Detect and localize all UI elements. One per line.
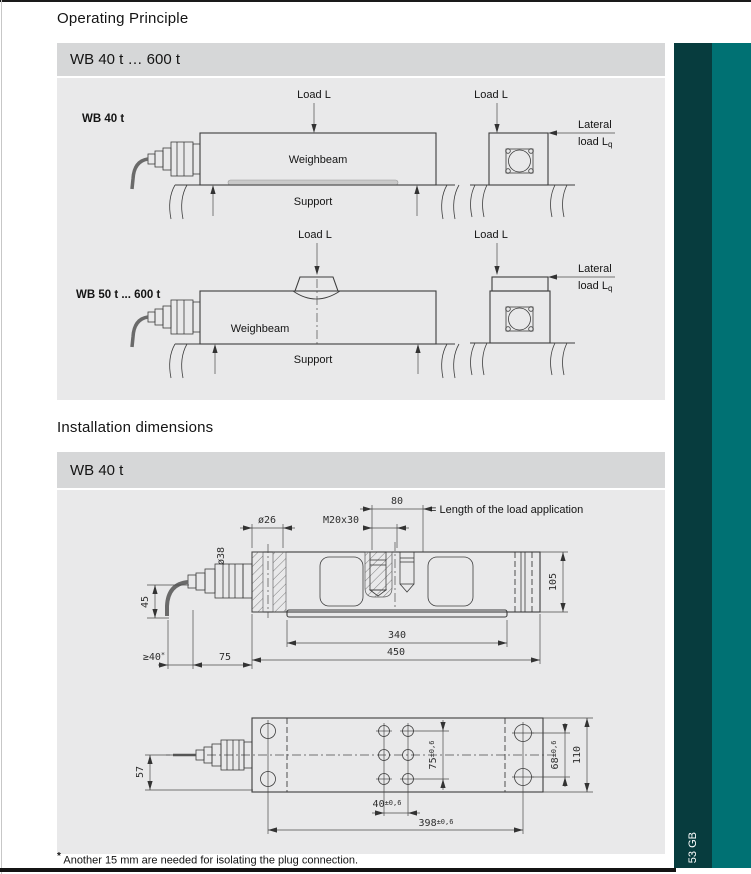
- cable-connector: [132, 300, 200, 347]
- side-tab-label: 53 GB: [687, 831, 699, 863]
- wb40-side-view: [82, 89, 459, 219]
- document-side-tab: [674, 43, 751, 868]
- cable-connector: [167, 564, 252, 616]
- side-tab-dark-strip: [674, 43, 712, 868]
- lateral-load-label2: load Lq: [578, 136, 613, 149]
- support-label: Support: [293, 196, 333, 208]
- operating-principle-panel: [57, 43, 665, 400]
- load-l-label: Load L: [298, 229, 332, 241]
- dim-68tol-label: $68^{\pm 0,6}$: [550, 740, 561, 770]
- dim-57-label: 57: [135, 765, 146, 779]
- pocket-left: [320, 557, 363, 606]
- dim-26-label: ø26: [257, 515, 277, 526]
- section-title-installation: Installation dimensions: [57, 419, 214, 436]
- wb40-label: WB 40 t: [82, 113, 125, 125]
- dim-105-label: 105: [548, 572, 559, 592]
- cable-connector: [132, 142, 200, 189]
- section-title-operating: Operating Principle: [57, 10, 189, 27]
- footnote-asterisk: *: [57, 851, 61, 862]
- dim-340-label: 340: [387, 630, 407, 641]
- dim-38-label: ø38: [216, 546, 227, 566]
- dim-110-label: 110: [572, 745, 583, 765]
- load-cap: [492, 277, 548, 291]
- load-l-label: Load L: [297, 89, 331, 101]
- load-application-note: = Length of the load application: [430, 504, 584, 516]
- pocket-right: [428, 557, 473, 606]
- panel-header-wb40: WB 40 t: [57, 452, 665, 488]
- wb40-installation-side-view: [140, 496, 583, 669]
- lateral-load-label: Lateral: [578, 119, 612, 131]
- dim-80-label: 80: [390, 496, 404, 507]
- panel-header-wb40-600: WB 40 t … 600 t: [57, 43, 665, 76]
- lateral-load-label2: load Lq: [578, 280, 613, 293]
- footnote: [57, 851, 358, 867]
- dim-450-label: 450: [386, 647, 406, 658]
- weighbeam-label: Weighbeam: [288, 154, 348, 166]
- wb40-end-view: [470, 89, 615, 217]
- dim-75-label: 75: [218, 652, 232, 663]
- installation-dimensions-panel: [57, 452, 665, 854]
- wb40-installation-plan-view: [135, 718, 593, 834]
- weighbeam-label: Weighbeam: [230, 323, 290, 335]
- load-l-label: Load L: [474, 89, 508, 101]
- side-tab-light-strip: [712, 43, 751, 868]
- installation-drawing: [57, 490, 665, 849]
- dim-min40-label: ≥40*: [142, 651, 166, 663]
- dim-75tol-label: $75^{\pm 0,6}$: [428, 740, 439, 770]
- wb50-label: WB 50 t ... 600 t: [76, 289, 161, 301]
- wb50-600-end-view: [470, 229, 615, 375]
- installation-drawing-area: [57, 490, 665, 854]
- dim-398tol-label: $398^{\pm 0,6}$: [418, 818, 454, 829]
- lateral-load-label: Lateral: [578, 263, 612, 275]
- wb50-600-side-view: [76, 229, 459, 378]
- operating-principle-drawing: [57, 78, 665, 395]
- foot-pad: [287, 610, 507, 617]
- footnote-text: Another 15 mm are needed for isolating the plug connection.: [63, 854, 359, 867]
- dim-40tol-label: $40^{\pm 0,6}$: [372, 799, 402, 810]
- dim-45-label: 45: [140, 595, 151, 609]
- top-rule: [0, 0, 751, 2]
- stud: [400, 552, 414, 584]
- contact-pad: [228, 180, 398, 185]
- operating-principle-drawing-area: [57, 78, 665, 400]
- support-label: Support: [293, 354, 333, 366]
- left-page-border: [1, 0, 2, 874]
- load-button: [295, 277, 338, 291]
- load-l-label: Load L: [474, 229, 508, 241]
- cable: [167, 582, 188, 616]
- dim-m20-label: M20x30: [322, 515, 360, 526]
- bottom-rule: [0, 868, 676, 872]
